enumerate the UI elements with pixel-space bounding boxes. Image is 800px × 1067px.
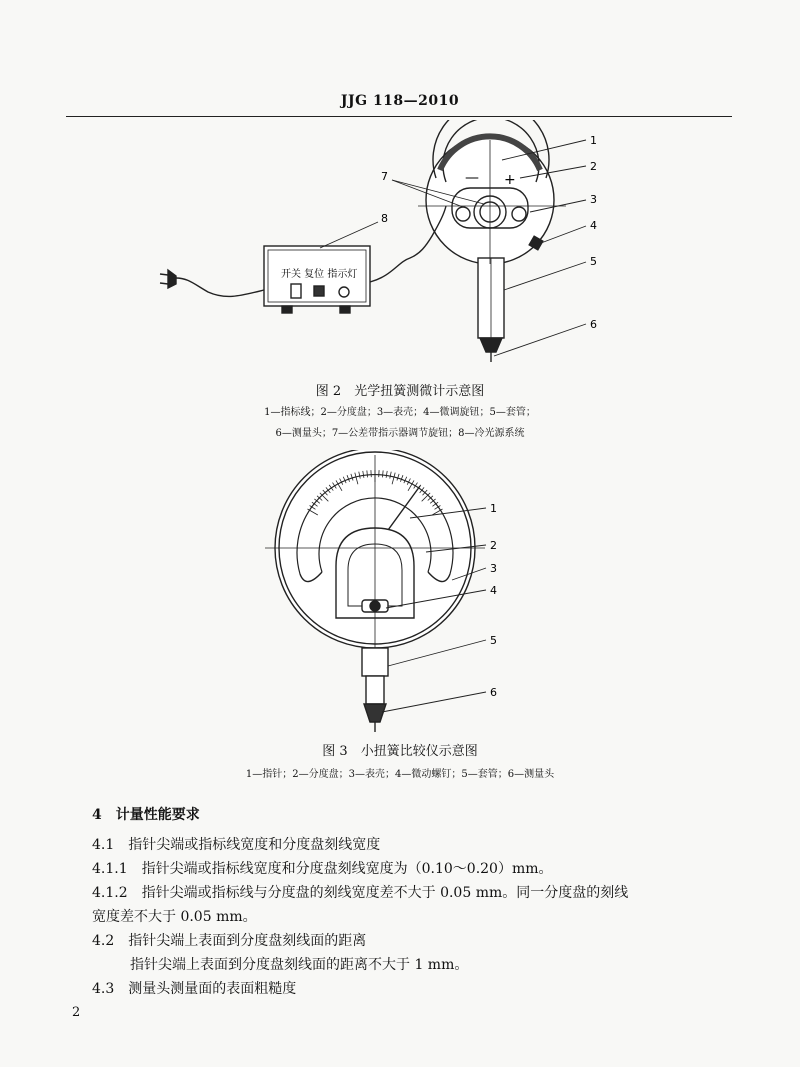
fig3-label-6: 6 <box>490 686 497 699</box>
page-number: 2 <box>72 1005 81 1020</box>
fig2-label-8: 8 <box>381 212 388 225</box>
header-rule <box>66 116 732 117</box>
fig2-label-7: 7 <box>381 170 388 183</box>
fig3-label-2: 2 <box>490 539 497 552</box>
section-heading: 4 计量性能要求 <box>92 807 200 823</box>
fig2-label-4: 4 <box>590 219 597 232</box>
panel-text: 开关 复位 指示灯 <box>281 269 358 280</box>
figure2-legend-line1: 1—指标线；2—分度盘；3—表壳；4—微调旋钮；5—套管； <box>264 407 536 418</box>
standard-code: JJG 118—2010 <box>340 93 460 109</box>
fig2-label-2: 2 <box>590 160 597 173</box>
paragraph-4-1: 4.1 指针尖端或指标线宽度和分度盘刻线宽度 <box>92 837 381 853</box>
fig3-label-1: 1 <box>490 502 497 515</box>
paragraph-4-1-2-line1: 4.1.2 指针尖端或指标线与分度盘的刻线宽度差不大于 0.05 mm。同一分度盘的刻线 <box>92 885 629 901</box>
figure3-drawing <box>0 450 800 740</box>
fig2-label-5: 5 <box>590 255 597 268</box>
fig3-label-3: 3 <box>490 562 497 575</box>
fig2-label-1: 1 <box>590 134 597 147</box>
paragraph-4-1-2-line2: 宽度差不大于 0.05 mm。 <box>92 909 257 925</box>
paragraph-4-2: 4.2 指针尖端上表面到分度盘刻线面的距离 <box>92 933 367 949</box>
dial-minus-sign: — <box>465 170 479 186</box>
figure3-legend: 1—指针；2—分度盘；3—表壳；4—微动螺钉；5—套管；6—测量头 <box>245 769 555 780</box>
dial-plus-sign: + <box>504 172 516 188</box>
paragraph-4-2-body: 指针尖端上表面到分度盘刻线面的距离不大于 1 mm。 <box>130 957 469 973</box>
fig3-label-4: 4 <box>490 584 497 597</box>
figure3-title: 图 3 小扭簧比较仪示意图 <box>322 744 478 759</box>
figure2-legend-line2: 6—测量头；7—公差带指示器调节旋钮；8—冷光源系统 <box>275 428 525 439</box>
paragraph-4-3: 4.3 测量头测量面的表面粗糙度 <box>92 981 297 997</box>
figure2-title: 图 2 光学扭簧测微计示意图 <box>315 384 485 399</box>
fig3-label-5: 5 <box>490 634 497 647</box>
fig2-label-3: 3 <box>590 193 597 206</box>
paragraph-4-1-1: 4.1.1 指针尖端或指标线宽度和分度盘刻线宽度为（0.10～0.20）mm。 <box>92 861 553 877</box>
figure2-drawing <box>0 120 800 380</box>
fig2-label-6: 6 <box>590 318 597 331</box>
